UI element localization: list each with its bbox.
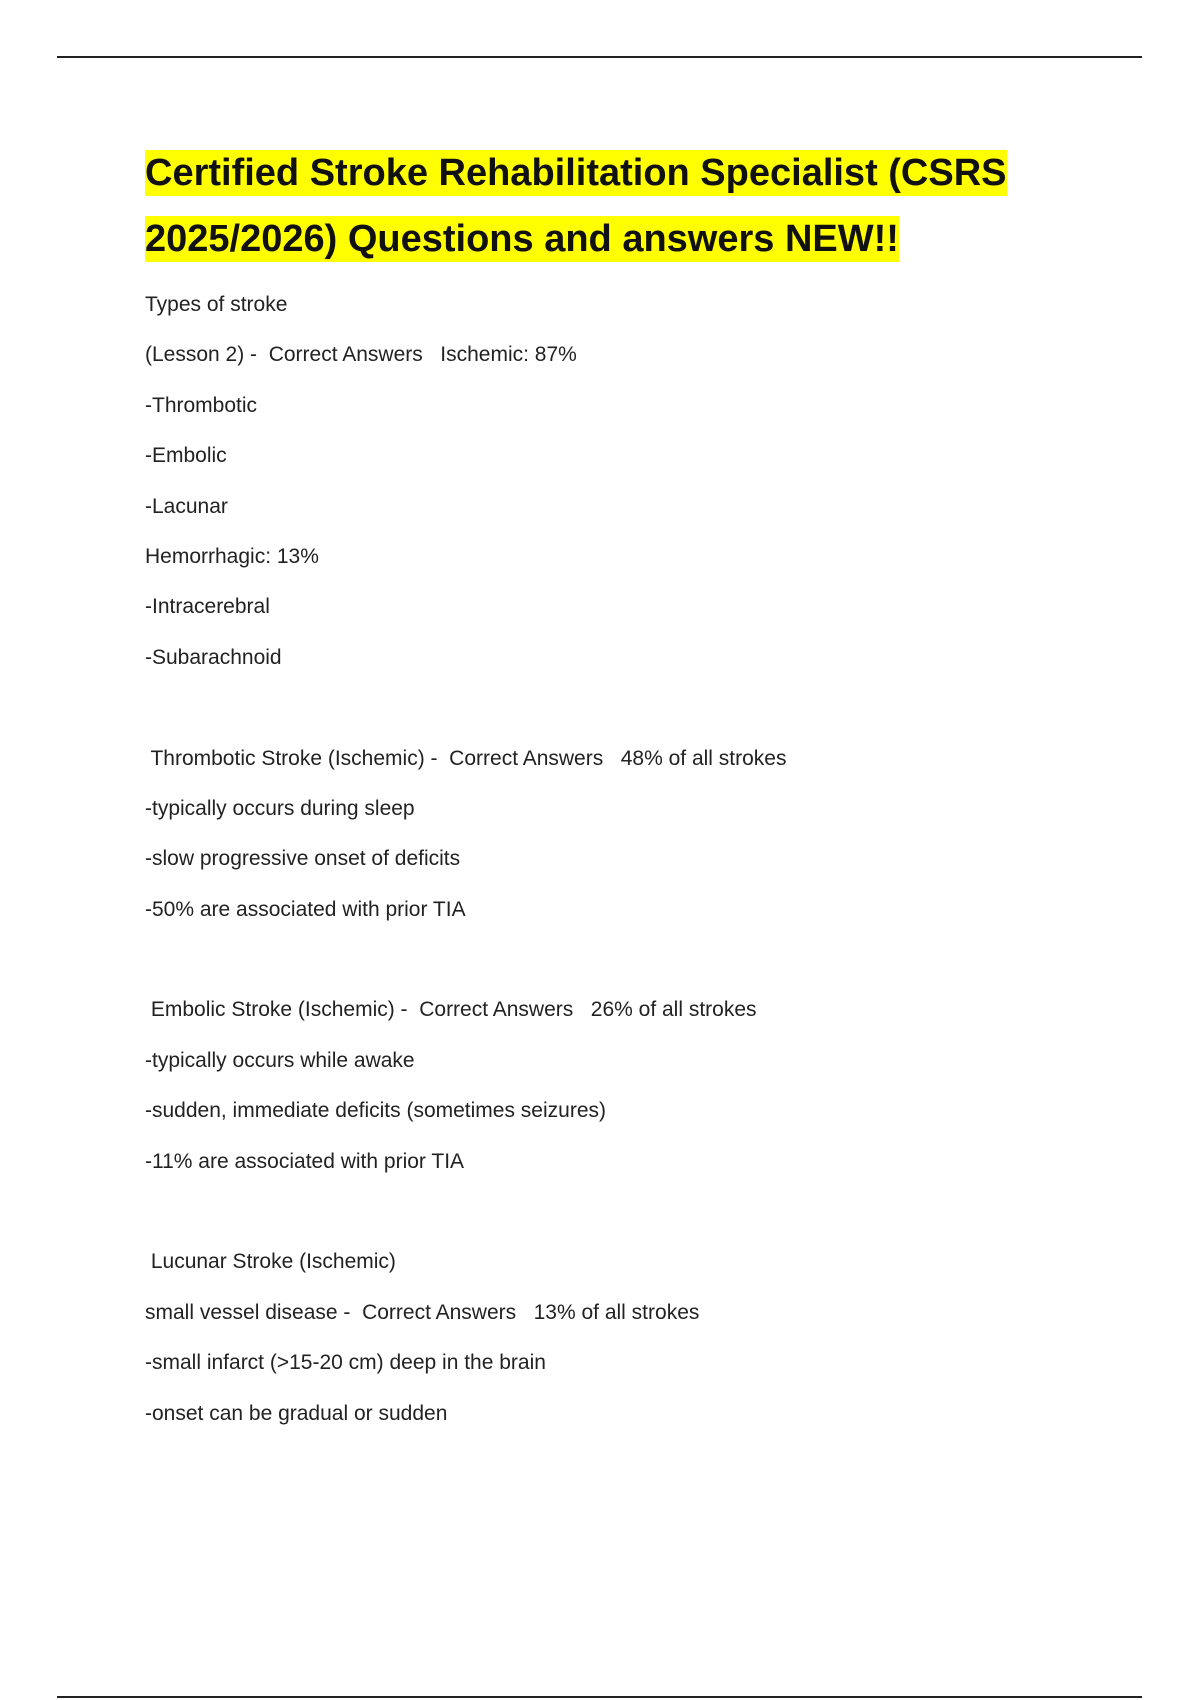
text-line: -Subarachnoid [145,645,282,669]
section-types-of-stroke [145,280,1105,683]
top-rule [57,56,1142,58]
document-title-text: Certified Stroke Rehabilitation Specialist (CSRS 2025/2026) Questions and answers NEW!! [145,152,1007,260]
text-line: -slow progressive onset of deficits [145,847,461,871]
text-line: Types of stroke [145,293,288,316]
section-lacunar-stroke [145,1237,1105,1439]
text-line: (Lesson 2) - Correct Answers Ischemic: 87% [145,343,577,367]
section-spacer [145,935,1105,985]
text-line: -Embolic [145,444,227,468]
section-embolic-stroke [145,985,1105,1187]
text-line: Hemorrhagic: 13% [145,544,319,568]
text-line: Thrombotic Stroke (Ischemic) - Correct Answers 48% of all strokes [145,746,787,770]
document-body [145,280,1105,1439]
text-line: -typically occurs while awake [145,1048,415,1072]
section-spacer [145,1187,1105,1237]
text-line: -small infarct (>15-20 cm) deep in the brain [145,1351,546,1375]
text-line: Lucunar Stroke (Ischemic) [145,1250,396,1274]
text-line: -50% are associated with prior TIA [145,897,466,921]
text-line: -typically occurs during sleep [145,796,415,820]
text-line: -sudden, immediate deficits (sometimes seizures) [145,1099,606,1123]
bottom-rule [57,1696,1142,1698]
text-line: small vessel disease - Correct Answers 13% of all strokes [145,1300,700,1324]
text-line: -Intracerebral [145,595,270,619]
section-thrombotic-stroke [145,734,1105,936]
document-title [145,140,1045,272]
section-spacer [145,683,1105,733]
text-line: -onset can be gradual or sudden [145,1401,448,1425]
text-line: Embolic Stroke (Ischemic) - Correct Answers 26% of all strokes [145,998,757,1022]
text-line: -Lacunar [145,494,228,518]
text-line: -11% are associated with prior TIA [145,1149,465,1173]
text-line: -Thrombotic [145,393,258,417]
